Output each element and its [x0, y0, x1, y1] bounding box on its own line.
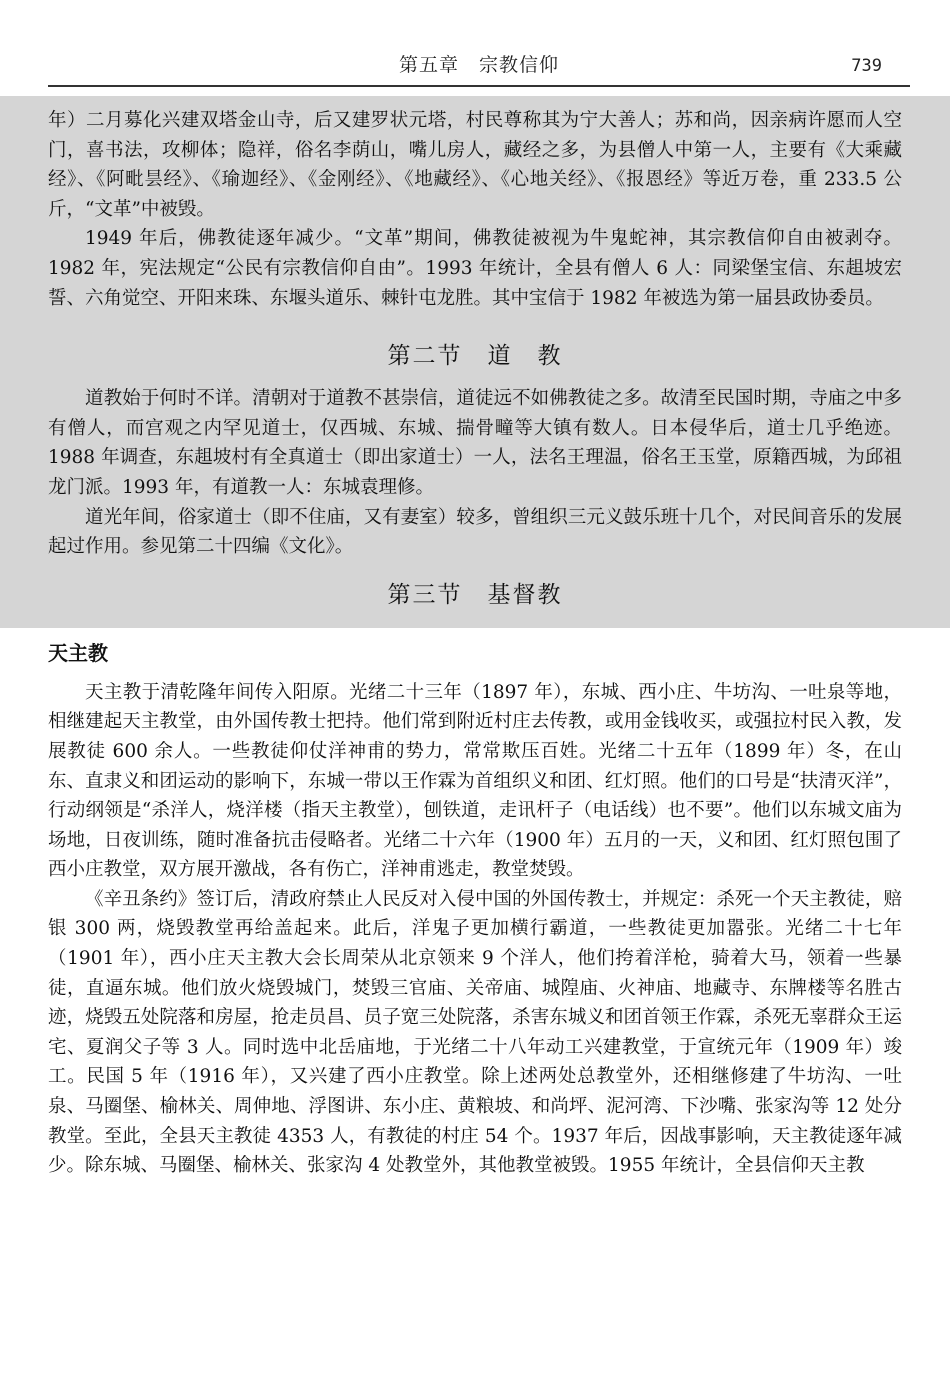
paragraph: 1949 年后，佛教徒逐年减少。“文革”期间，佛教徒被视为牛鬼蛇神，其宗教信仰自由被剥夺。1982 年，宪法规定“公民有宗教信仰自由”。1993 年统计，全县有僧人 6 人：同梁堡宝信、东趄坡宏誓、六角觉空、开阳来珠、东堰头道乐、棘针屯龙胜。其中宝信于 1982 年被选为第一届县政协委员。 [48, 228, 902, 309]
page-header [48, 44, 910, 88]
page-body [48, 106, 902, 1181]
section-title-daoism: 第二节 道 教 [387, 343, 563, 370]
paragraph: 《辛丑条约》签订后，清政府禁止人民反对入侵中国的外国传教士，并规定：杀死一个天主教徒，赔银 300 两，烧毁教堂再给盖起来。此后，洋鬼子更加横行霸道，一些教徒更加嚣张。光绪二十七年（1901 年），西小庄天主教大会长周荣从北京领来 9 个洋人，他们挎着洋枪，骑着大马，领着一些暴徒，直逼东城。他们放火烧毁城门，焚毁三官庙、关帝庙、城隍庙、火神庙、地藏寺、东牌楼等名胜古迹，烧毁五处院落和房屋，抢走员昌、员子宽三处院落，杀害东城义和团首领王作霖，杀死无辜群众王运宅、夏润父子等 3 人。同时选中北岳庙地，于光绪二十八年动工兴建教堂，于宣统元年（1909 年）竣工。民国 5 年（1916 年），又兴建了西小庄教堂。除上述两处总教堂外，还相继修建了牛坊沟、一吐泉、马圈堡、榆林关、周伸地、浮图讲、东小庄、黄粮坡、和尚坪、泥河湾、下沙嘴、张家沟等 12 处分教堂。至此，全县天主教徒 4353 人，有教徒的村庄 54 个。1937 年后，因战事影响，天主教徒逐年减少。除东城、马圈堡、榆林关、张家沟 4 处教堂外，其他教堂被毁。1955 年统计，全县信仰天主教 [48, 888, 902, 1177]
header-rule [48, 85, 910, 87]
section-title-christianity: 第三节 基督教 [387, 581, 563, 608]
subsection-title-catholicism: 天主教 [48, 640, 108, 665]
page-number: 739 [851, 56, 882, 76]
paragraph: 道教始于何时不详。清朝对于道教不甚崇信，道徒远不如佛教徒之多。故清至民国时期，寺庙之中多有僧人，而宫观之内罕见道士，仅西城、东城、揣骨疃等大镇有数人。日本侵华后，道士几乎绝迹。1988 年调查，东趄坡村有全真道士（即出家道士）一人，法名王理温，俗名王玉堂，原籍西城，为邱祖龙门派。1993 年，有道教一人：东城袁理修。 [48, 388, 902, 498]
paragraph: 道光年间，俗家道士（即不住庙，又有妻室）较多，曾组织三元义鼓乐班十几个，对民间音乐的发展起过作用。参见第二十四编《文化》。 [48, 506, 902, 558]
paragraph: 天主教于清乾隆年间传入阳原。光绪二十三年（1897 年），东城、西小庄、牛坊沟、一吐泉等地，相继建起天主教堂，由外国传教士把持。他们常到附近村庄去传教，或用金钱收买，或强拉村民入教，发展教徒 600 余人。一些教徒仰仗洋神甫的势力，常常欺压百姓。光绪二十五年（1899 年）冬，在山东、直隶义和团运动的影响下，东城一带以王作霖为首组织义和团、红灯照。他们的口号是“扶清灭洋”，行动纲领是“杀洋人，烧洋楼（指天主教堂），刨铁道，走讯杆子（电话线）也不要”。他们以东城文庙为场地，日夜训练，随时准备抗击侵略者。光绪二十六年（1900 年）五月的一天，义和团、红灯照包围了西小庄教堂，双方展开激战，各有伤亡，洋神甫逃走，教堂焚毁。 [48, 681, 902, 881]
chapter-title: 第五章 宗教信仰 [398, 54, 559, 76]
paragraph: 年）二月募化兴建双塔金山寺，后又建罗状元塔，村民尊称其为宁大善人；苏和尚，因亲病许愿而人空门，喜书法，攻柳体；隐祥，俗名李荫山，嘴儿房人，藏经之多，为县僧人中第一人，主要有《大乘藏经》、《阿毗昙经》、《瑜迦经》、《金刚经》、《地藏经》、《心地关经》、《报恩经》等近万卷，重 233.5 公斤，“文革”中被毁。 [48, 110, 902, 220]
